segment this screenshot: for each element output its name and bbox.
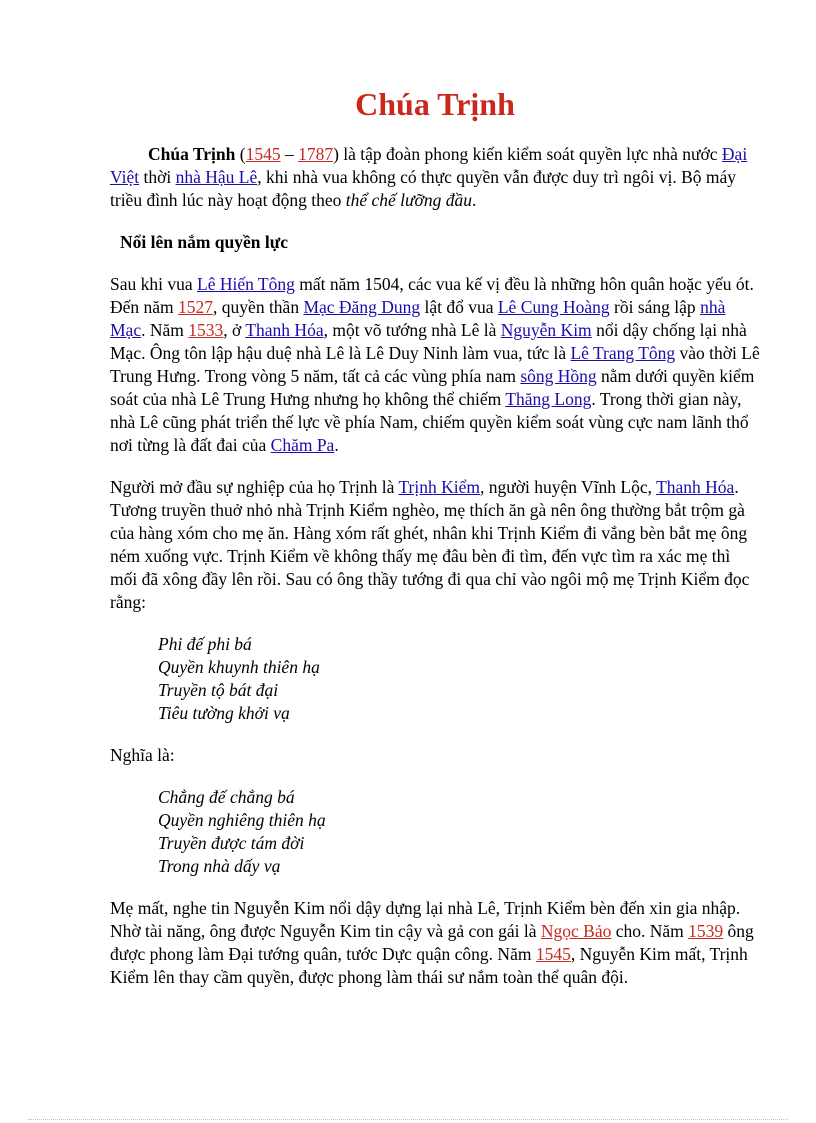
section-heading: Nổi lên nắm quyền lực <box>120 232 289 252</box>
meaning-label: Nghĩa là: <box>110 745 175 765</box>
link-thanh-hoa-2[interactable]: Thanh Hóa <box>656 477 735 497</box>
link-le-hien-tong[interactable]: Lê Hiến Tông <box>197 274 295 294</box>
link-song-hong[interactable]: sông Hồng <box>520 366 597 386</box>
link-mac-dang-dung[interactable]: Mạc Đăng Dung <box>303 297 421 317</box>
link-year-1533[interactable]: 1533 <box>188 320 224 340</box>
link-year-1787[interactable]: 1787 <box>298 144 334 164</box>
link-year-1545-b[interactable]: 1545 <box>535 944 571 964</box>
intro-paragraph: Chúa Trịnh (1545 – 1787) là tập đoàn phong kiến kiểm soát quyền lực nhà nước Đại Việt thời nhà Hậu Lê, khi nhà vua không có thực quyền vẫn được duy trì ngôi vị. Bộ máy triều đình lúc này hoạt động theo thể chế lưỡng đầu. <box>110 144 748 210</box>
italic-term: thể chế lưỡng đầu <box>345 190 473 210</box>
link-year-1539[interactable]: 1539 <box>688 921 724 941</box>
link-thanh-hoa[interactable]: Thanh Hóa <box>245 320 324 340</box>
poem-original <box>158 633 760 725</box>
poem-line: Truyền tộ bát đại <box>158 680 279 700</box>
link-le-cung-hoang[interactable]: Lê Cung Hoàng <box>497 297 610 317</box>
link-year-1545[interactable]: 1545 <box>245 144 281 164</box>
paragraph-rise-to-power: Mẹ mất, nghe tin Nguyễn Kim nổi dậy dựng lại nhà Lê, Trịnh Kiểm bèn đến xin gia nhập. Nhờ tài năng, ông được Nguyễn Kim tin cậy và gả con gái là Ngọc Bảo cho. Năm 1539 ông được phong làm Đại tướng quân, tước Dực quận công. Năm 1545, Nguyễn Kim mất, Trịnh Kiểm lên thay cầm quyền, được phong làm thái sư nắm toàn thể quân đội. <box>110 898 754 987</box>
link-cham-pa[interactable]: Chăm Pa <box>270 435 335 455</box>
page-footer-divider <box>28 1119 788 1120</box>
poem-line: Quyền khuynh thiên hạ <box>158 657 320 677</box>
poem-line: Truyền được tám đời <box>158 833 305 853</box>
poem-translation <box>158 786 760 878</box>
link-nha-mac[interactable]: nhà Mạc <box>110 297 726 340</box>
poem-line: Tiêu tường khởi vạ <box>158 703 290 723</box>
document-page <box>110 84 760 1008</box>
paragraph-rise: Sau khi vua Lê Hiến Tông mất năm 1504, các vua kế vị đều là những hôn quân hoặc yếu ót. Đến năm 1527, quyền thần Mạc Đăng Dung lật đổ vua Lê Cung Hoàng rồi sáng lập nhà Mạc. Năm 1533, ở Thanh Hóa, một võ tướng nhà Lê là Nguyễn Kim nổi dậy chống lại nhà Mạc. Ông tôn lập hậu duệ nhà Lê là Lê Duy Ninh làm vua, tức là Lê Trang Tông vào thời Lê Trung Hưng. Trong vòng 5 năm, tất cả các vùng phía nam sông Hồng nằm dưới quyền kiểm soát của nhà Lê Trung Hưng nhưng họ không thể chiếm Thăng Long. Trong thời gian này, nhà Lê cũng phát triển thế lực về phía Nam, chiếm quyền kiểm soát vùng cực nam lãnh thổ nơi từng là đất đai của Chăm Pa. <box>110 274 760 455</box>
poem-line: Phi đế phi bá <box>158 634 252 654</box>
link-nguyen-kim[interactable]: Nguyễn Kim <box>500 320 592 340</box>
bold-term: Chúa Trịnh <box>148 144 236 164</box>
page-title: Chúa Trịnh <box>355 86 515 122</box>
poem-line: Trong nhà dấy vạ <box>158 856 281 876</box>
link-dai-viet[interactable]: Đại Việt <box>110 144 748 187</box>
poem-line: Chẳng đế chẳng bá <box>158 787 295 807</box>
link-nha-hau-le[interactable]: nhà Hậu Lê <box>175 167 258 187</box>
paragraph-trinh-kiem: Người mở đầu sự nghiệp của họ Trịnh là Trịnh Kiểm, người huyện Vĩnh Lộc, Thanh Hóa. Tương truyền thuở nhỏ nhà Trịnh Kiểm nghèo, mẹ thích ăn gà nên ông thường bắt trộm gà của hàng xóm cho mẹ ăn. Hàng xóm rất ghét, nhân khi Trịnh Kiểm đi vắng bèn bắt mẹ ông ném xuống vực. Trịnh Kiểm về không thấy mẹ đâu bèn đi tìm, đến vực tìm ra xác mẹ thì mối đã xông đầy lên rồi. Sau có ông thầy tướng đi qua chỉ vào ngôi mộ mẹ Trịnh Kiểm đọc rằng: <box>110 477 750 612</box>
poem-line: Quyền nghiêng thiên hạ <box>158 810 326 830</box>
link-thang-long[interactable]: Thăng Long <box>505 389 592 409</box>
link-ngoc-bao[interactable]: Ngọc Bảo <box>540 921 612 941</box>
link-trinh-kiem[interactable]: Trịnh Kiểm <box>398 477 480 497</box>
link-le-trang-tong[interactable]: Lê Trang Tông <box>570 343 676 363</box>
link-year-1527[interactable]: 1527 <box>178 297 214 317</box>
